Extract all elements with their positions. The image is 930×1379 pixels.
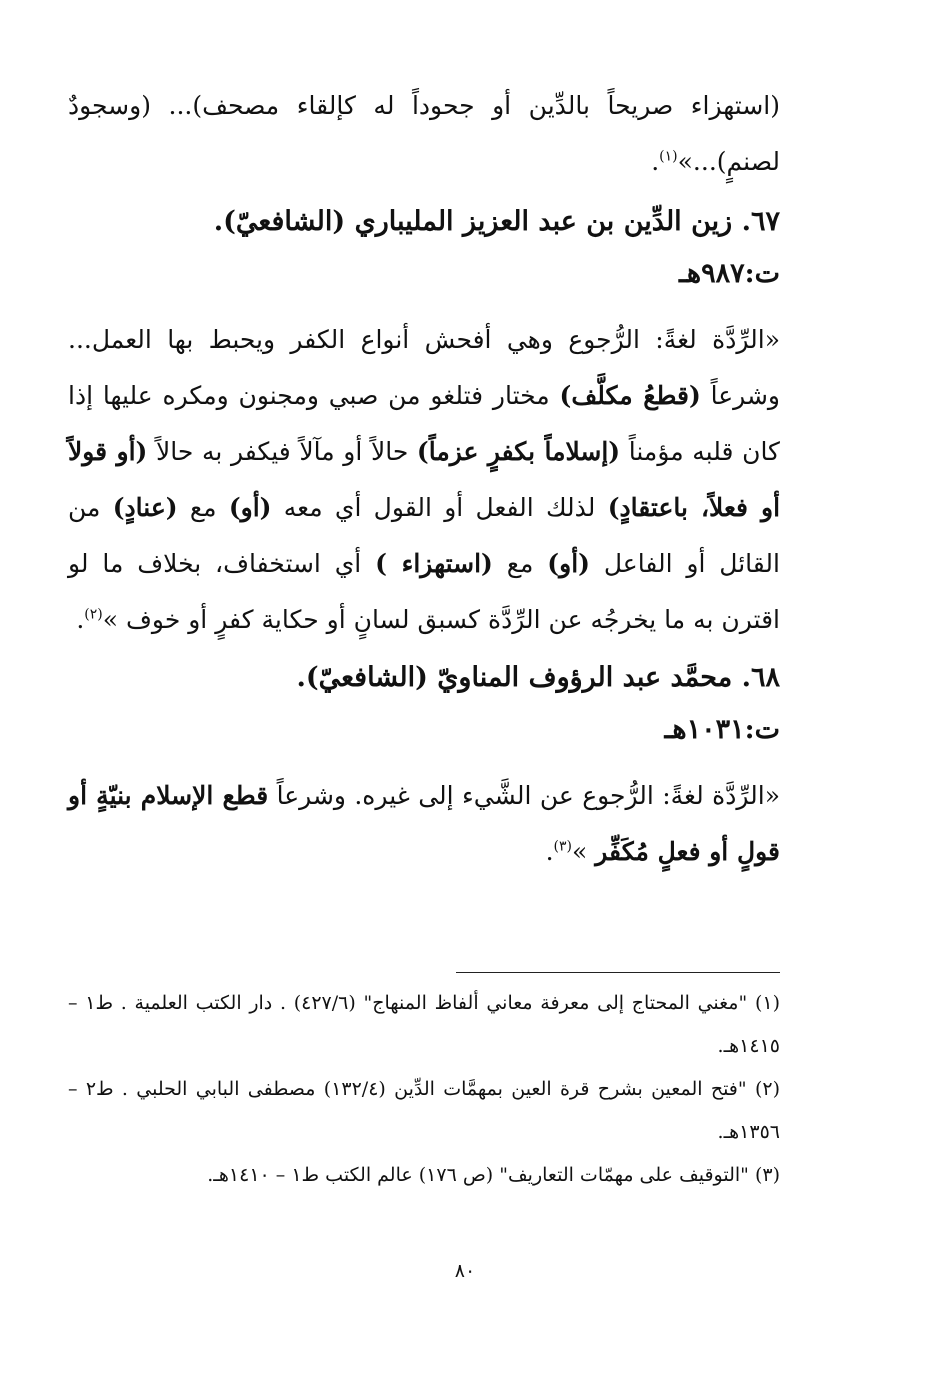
footnote-2: (٢) "فتح المعين بشرح قرة العين بمهمَّات الدِّين (١٣٢/٤) مصطفى البابي الحلبي . ط٢ – ١٣٥٦هـ. [68,1078,780,1143]
footnote-3: (٣) "التوقيف على مهمّات التعاريف" (ص ١٧٦) عالم الكتب ط١ – ١٤١٠هـ. [207,1164,780,1186]
page-number: ٨٠ [454,1260,476,1282]
opening-period: . [651,147,660,176]
quote-text: من القائل أو الفاعل [68,493,780,578]
footnote-ref-1[interactable]: (١) [659,148,678,165]
entry-67-title: ٦٧. زين الدِّين بن عبد العزيز المليباري (الشافعيّ). [213,206,780,237]
entry-67-quote [68,312,780,648]
footnote-ref-3[interactable]: (٣) [553,838,572,855]
entry-67-date: ت:٩٨٧هـ [678,258,780,289]
entry-67-heading [68,196,780,300]
entry-68-date: ت:١٠٣١هـ [664,714,780,745]
quote-text: مع [492,549,548,578]
footnote-ref-2[interactable]: (٢) [84,606,103,623]
quote-bold: (أو) [547,549,590,578]
main-text [68,78,780,880]
quote-bold: (أو قولاً أو فعلاً، باعتقادٍ) [68,437,781,522]
quote-bold: (قطعُ مكلَّف) [559,381,701,410]
quote-period: . [76,605,85,634]
entry-68-quote [68,768,780,880]
opening-paragraph [68,78,780,190]
quote-text: «الرِّدَّة لغةً: الرُّجوع وهي أفحش أنواع الكفر ويحبط بها العمل... وشرعاً [68,325,780,410]
quote-text: مع [177,493,229,522]
quote-text: «الرِّدَّة لغةً: الرُّجوع عن الشَّيء إلى غيره. وشرعاً [268,781,781,810]
footnotes [68,982,780,1197]
footnote-1: (١) "مغني المحتاج إلى معرفة معاني ألفاظ المنهاج" (٤٢٧/٦) . دار الكتب العلمية . ط١ – ١٤١٥هـ. [68,992,780,1057]
quote-text: حالاً أو مآلاً فيكفر به حالاً [147,437,417,466]
quote-bold: (عنادٍ) [112,493,178,522]
quote-bold: (استهزاء ) [375,549,493,578]
opening-text: (استهزاء صريحاً بالدِّين أو جحوداً له كإلقاء مصحف)... (وسجودٌ لصنمٍ)...» [68,91,780,176]
entry-68-title: ٦٨. محمَّد عبد الرؤوف المناويّ (الشافعيّ). [296,662,780,693]
entry-68-heading [68,652,780,756]
quote-text: » [572,837,596,866]
quote-period: . [545,837,554,866]
quote-text: أي استخفاف، بخلاف ما لو اقترن به ما يخرجُه عن الرِّدَّة كسبق لسانٍ أو حكاية كفرٍ أو خوف » [68,549,780,634]
quote-text: لذلك الفعل أو القول أي معه [271,493,608,522]
quote-bold: قطع الإسلام بنيّةٍ أو قولٍ أو فعلٍ مُكَفِّر [68,781,780,866]
quote-bold: (أو) [228,493,272,522]
quote-bold: (إسلاماً بكفرٍ عزماً) [416,437,621,466]
footnote-divider [456,972,780,973]
quote-text: مختار فتلغو من صبي ومجنون ومكره عليها إذا كان قلبه مؤمناً [68,381,780,466]
